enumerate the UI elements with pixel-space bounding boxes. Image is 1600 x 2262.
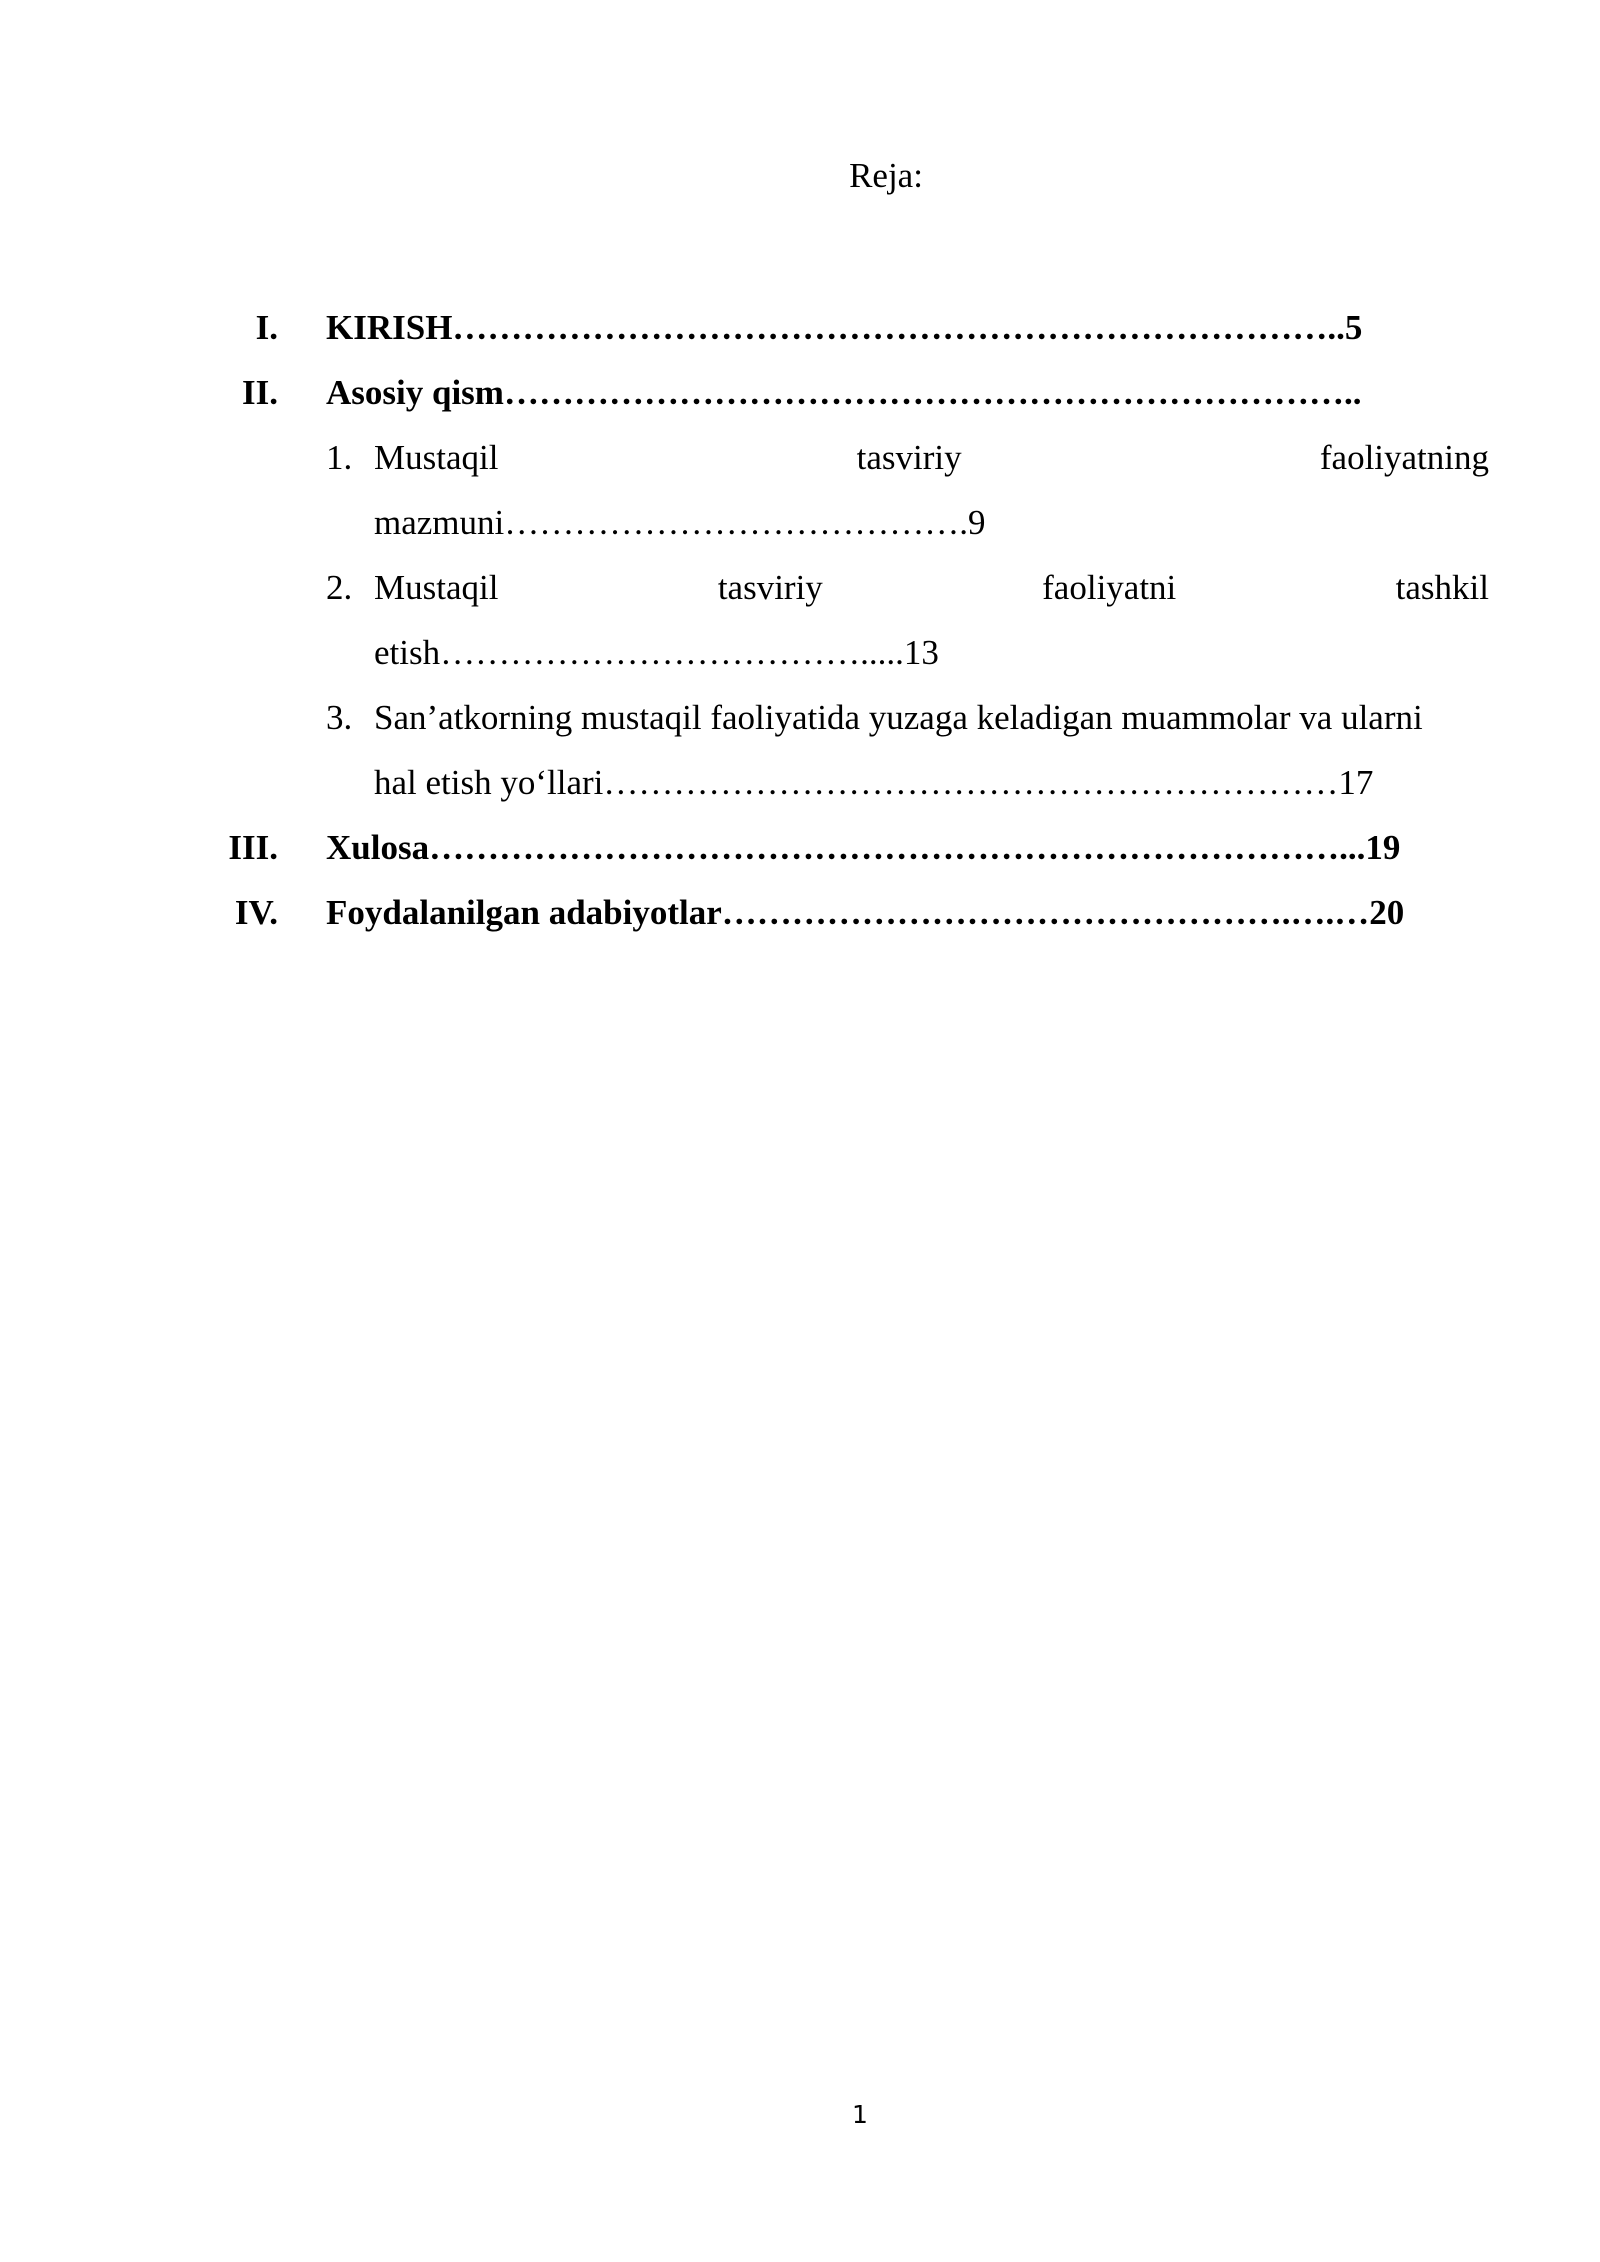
- section-numeral: I.: [255, 308, 278, 347]
- subsection-word: faoliyatni: [1042, 568, 1177, 607]
- page-number: 1: [852, 2100, 868, 2129]
- section-numeral: II.: [242, 373, 278, 412]
- subsection-continuation: mazmuni………………………………….9: [374, 503, 986, 542]
- subsection-title: San’atkorning mustaqil faoliyatida yuzaga keladigan muammolar va ularni: [374, 698, 1423, 737]
- subsection-continuation: etish……………………………….....13: [374, 633, 939, 672]
- subsection-word: tashkil: [1395, 568, 1489, 607]
- subsection-word: tasviriy: [856, 438, 962, 477]
- section-numeral: III.: [228, 828, 278, 867]
- section-title: Asosiy qism………………………………………………………………..: [326, 373, 1362, 412]
- subsection-title: [374, 562, 1489, 614]
- subsection-word: Mustaqil: [374, 568, 499, 607]
- section-title: Foydalanilgan adabiyotlar………………………………………….….…20: [326, 893, 1405, 932]
- subsection-number: 2.: [326, 568, 353, 607]
- subsection-word: Mustaqil: [374, 438, 499, 477]
- subsection-continuation: hal etish yo‘llari………………………………………………………17: [374, 763, 1374, 802]
- section-numeral: IV.: [234, 893, 278, 932]
- section-title: Xulosa……………………………………………………………………...19: [326, 828, 1401, 867]
- section-title: KIRISH…………………………………………………………………..5: [326, 308, 1363, 347]
- subsection-number: 1.: [326, 438, 353, 477]
- page-title: Reja:: [849, 156, 923, 195]
- subsection-number: 3.: [326, 698, 353, 737]
- subsection-word: tasviriy: [717, 568, 823, 607]
- subsection-title: [374, 432, 1489, 484]
- subsection-word: faoliyatning: [1319, 438, 1489, 477]
